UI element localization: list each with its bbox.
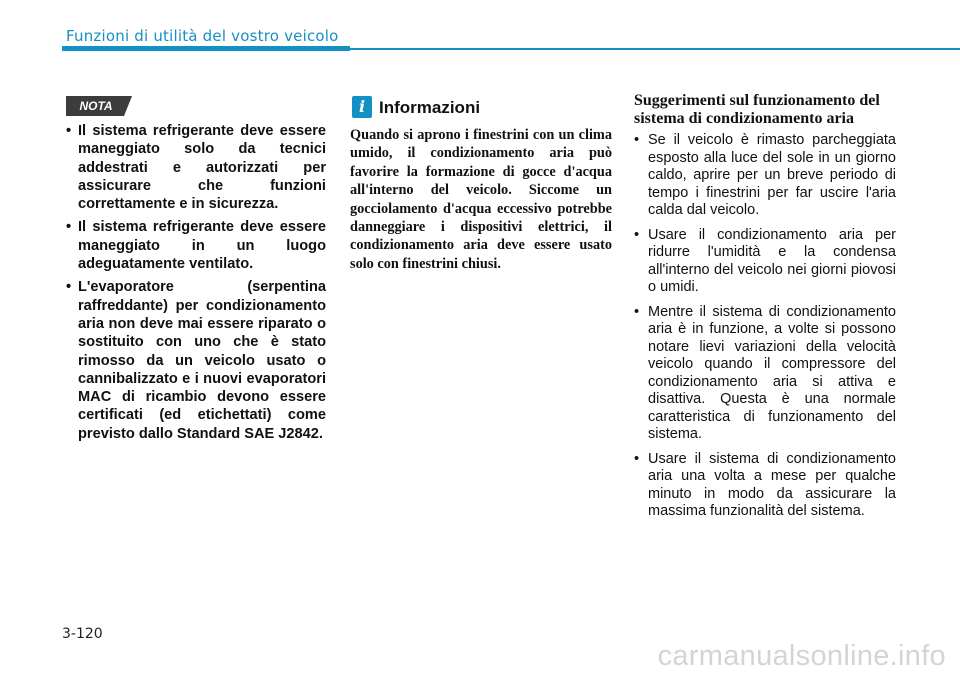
watermark-text: carmanualsonline.info	[657, 640, 946, 672]
info-body-text: Quando si aprono i finestrini con un clima umido, il condizionamento aria può favorire la formazione di gocce d'acqua all'interno del veicolo. Siccome un gocciolamento d'acqua eccessivo potrebbe danneggiare i dispositivi elettrici, il condizionamento aria deve essere usato solo con finestrini chiusi.	[350, 127, 612, 272]
bullet-glyph: •	[66, 123, 72, 139]
bullet-glyph: •	[634, 450, 640, 467]
bullet-glyph: •	[634, 303, 640, 320]
tips-item-text: Mentre il sistema di condizionamento aria è in funzione, a volte si possono notare lievi variazioni della velocità veicolo quando il compressore del condizionamento aria si attiva e disattiva. Questa è una normale caratteristica di funzionamento del sistema.	[648, 303, 896, 442]
bullet-glyph: •	[634, 226, 640, 243]
tips-item-text: Usare il condizionamento aria per ridurre l'umidità e la condensa all'interno del veicolo nei giorni piovosi o umidi.	[648, 226, 896, 295]
nota-item-text: Il sistema refrigerante deve essere maneggiato in un luogo adeguatamente ventilato.	[78, 219, 326, 273]
bullet-glyph: •	[66, 279, 72, 296]
page-section-title: Funzioni di utilità del vostro veicolo	[66, 27, 339, 45]
nota-item	[66, 122, 326, 213]
nota-list	[66, 122, 326, 448]
nota-badge-label: NOTA	[79, 99, 113, 113]
page-number: 3-120	[62, 626, 103, 642]
nota-item	[66, 278, 326, 443]
nota-badge	[66, 96, 132, 116]
bullet-glyph: •	[66, 219, 72, 236]
info-title: Informazioni	[379, 98, 481, 117]
tips-item	[634, 304, 896, 444]
tips-list	[634, 132, 896, 528]
nota-item-text: L'evaporatore (serpentina raffreddante) per condizionamento aria non deve mai essere riparato o sostituito con uno che è stato rimosso da un veicolo usato o cannibalizzato e i nuovi evaporatori MAC di ricambio devono essere certificati (ed etichettati) come previsto dallo Standard SAE J2842.	[78, 279, 326, 442]
bullet-glyph: •	[634, 132, 640, 148]
tips-heading: Suggerimenti sul funzionamento del sistema di condizionamento aria	[634, 92, 880, 127]
tips-item	[634, 451, 896, 521]
header-rule-thick	[62, 46, 350, 51]
header-rule-thin	[350, 48, 960, 50]
nota-item	[66, 218, 326, 273]
tips-item-text: Usare il sistema di condizionamento aria una volta a mese per qualche minuto in modo da assicurare la massima funzionalità del sistema.	[648, 450, 896, 519]
info-icon: i	[352, 96, 372, 118]
tips-item-text: Se il veicolo è rimasto parcheggiata esposto alla luce del sole in un giorno caldo, aprire per un breve periodo di tempo i finestrini per far uscire l'aria calda dal veicolo.	[648, 132, 896, 218]
tips-item	[634, 132, 896, 220]
nota-item-text: Il sistema refrigerante deve essere maneggiato solo da tecnici addestrati e autorizzati per assicurare che funzioni correttamente e in sicurezza.	[78, 123, 326, 213]
tips-item	[634, 227, 896, 297]
